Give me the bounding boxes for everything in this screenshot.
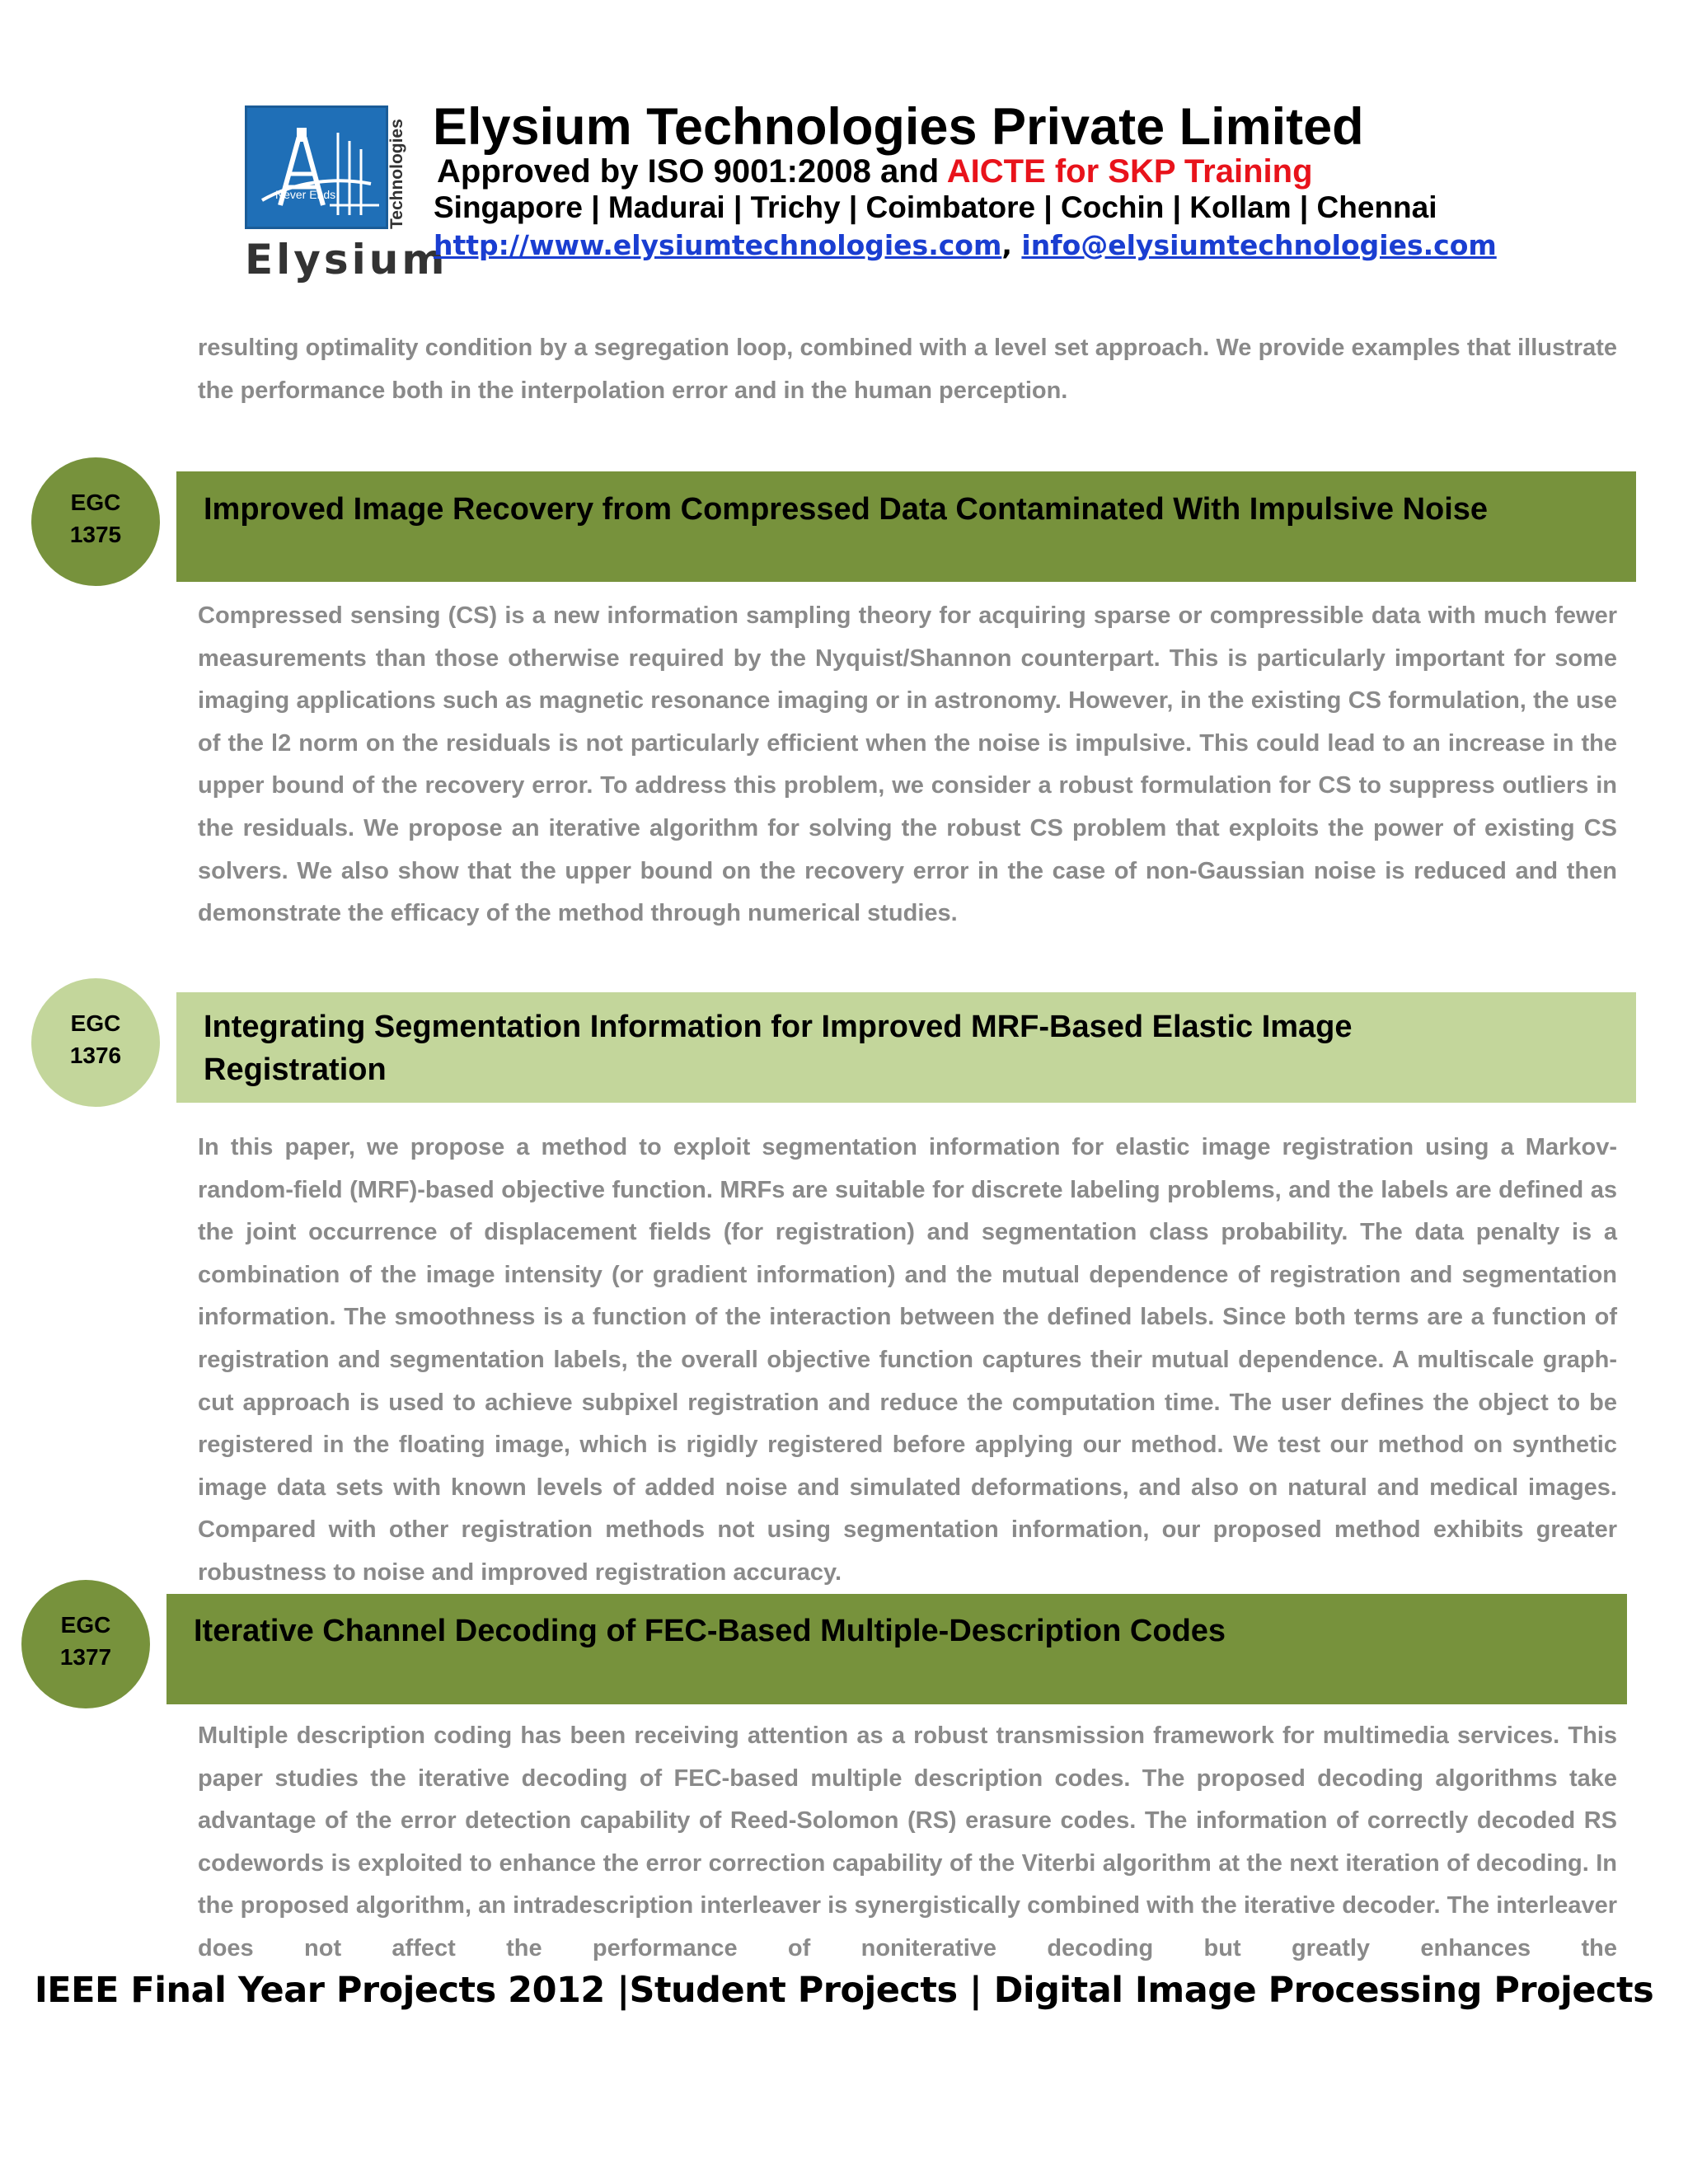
link-separator: ,: [1001, 229, 1012, 261]
section-1376-title: Integrating Segmentation Information for Improved MRF-Based Elastic Image Registration: [204, 1010, 1353, 1087]
logo-tagline: Never Ends: [275, 188, 336, 201]
section-1376-code-prefix: EGC: [70, 1010, 121, 1036]
continuation-paragraph: resulting optimality condition by a segregation loop, combined with a level set approach. We provide examples that illustrate the performance both in the interpolation error and in the human perception.: [198, 335, 1617, 404]
section-1375-code-badge: [31, 457, 160, 586]
section-1377-title: Iterative Channel Decoding of FEC-Based Multiple-Description Codes: [194, 1614, 1226, 1648]
approval-highlight: AICTE for SKP Training: [946, 153, 1313, 190]
section-1375-code-prefix: EGC: [70, 490, 121, 515]
section-1377-abstract: Multiple description coding has been receiving attention as a robust transmission framework for multimedia services. This paper studies the iterative decoding of FEC-based multiple description codes. The proposed decoding algorithms take advantage of the error detection capability of Reed-Solomon (RS) erasure codes. The information of correctly decoded RS codewords is exploited to enhance the error correction capability of the Viterbi algorithm at the next iteration of decoding. In the proposed algorithm, an intradescription interleaver is synergistically combined with the iterative decoder. The interleaver does not affect the performance of noniterative decoding but greatly enhances the: [198, 1722, 1617, 1961]
office-locations: Singapore | Madurai | Trichy | Coimbatore | Cochin | Kollam | Chennai: [434, 190, 1437, 224]
svg-text:Technologies: Technologies: [387, 119, 406, 229]
section-1376-code-badge: [31, 978, 160, 1107]
approval-line: [437, 153, 1313, 190]
approval-prefix: Approved by ISO 9001:2008 and: [437, 153, 947, 190]
section-1376-code-number: 1376: [69, 1043, 122, 1068]
section-1375-abstract: Compressed sensing (CS) is a new information sampling theory for acquiring sparse or compressible data with much fewer measurements than those otherwise required by the Nyquist/Shannon counterpart. This is particularly important for some imaging applications such as magnetic resonance imaging or in astronomy. However, in the existing CS formulation, the use of the l2 norm on the residuals is not particularly efficient when the noise is impulsive. This could lead to an increase in the upper bound of the recovery error. To address this problem, we consider a robust formulation for CS to suppress outliers in the residuals. We propose an iterative algorithm for solving the robust CS problem that exploits the power of existing CS solvers. We also show that the upper bound on the recovery error in the case of non-Gaussian noise is reduced and then demonstrate the efficacy of the method through numerical studies.: [198, 602, 1617, 927]
logo-vertical-text: [384, 107, 409, 231]
email-link[interactable]: info@elysiumtechnologies.com: [1021, 229, 1497, 261]
company-name: Elysium Technologies Private Limited: [433, 98, 1364, 156]
contact-links: [434, 229, 1497, 261]
section-1377-code-badge: [21, 1580, 150, 1708]
section-1376-abstract: In this paper, we propose a method to exploit segmentation information for elastic image registration using a Markov-random-field (MRF)-based objective function. MRFs are suitable for discrete labeling problems, and the labels are defined as the joint occurrence of displacement fields (for registration) and segmentation class probability. The data penalty is a combination of the image intensity (or gradient information) and the mutual dependence of registration and segmentation information. The smoothness is a function of the interaction between the defined labels. Since both terms are a function of registration and segmentation labels, the overall objective function captures their mutual dependence. A multiscale graph-cut approach is used to achieve subpixel registration and reduce the computation time. The user defines the object to be registered in the floating image, which is rigidly registered before applying our method. We test our method on synthetic image data sets with known levels of added noise and simulated deformations, and also on natural and medical images. Compared with other registration methods not using segmentation information, our proposed method exhibits greater robustness to noise and improved registration accuracy.: [198, 1134, 1617, 1586]
logo-wordmark: Elysium: [245, 236, 448, 284]
page-footer: IEEE Final Year Projects 2012 |Student Projects | Digital Image Processing Projects: [34, 1970, 1654, 2011]
company-logo: [245, 105, 388, 229]
website-link[interactable]: http://www.elysiumtechnologies.com: [434, 229, 1002, 261]
logo-tower-icon: [247, 108, 386, 227]
section-1375-code-number: 1375: [69, 522, 122, 547]
section-1377-code-prefix: EGC: [60, 1612, 111, 1638]
section-1377-code-number: 1377: [59, 1644, 112, 1670]
section-1375-title: Improved Image Recovery from Compressed Data Contaminated With Impulsive Noise: [204, 492, 1489, 527]
